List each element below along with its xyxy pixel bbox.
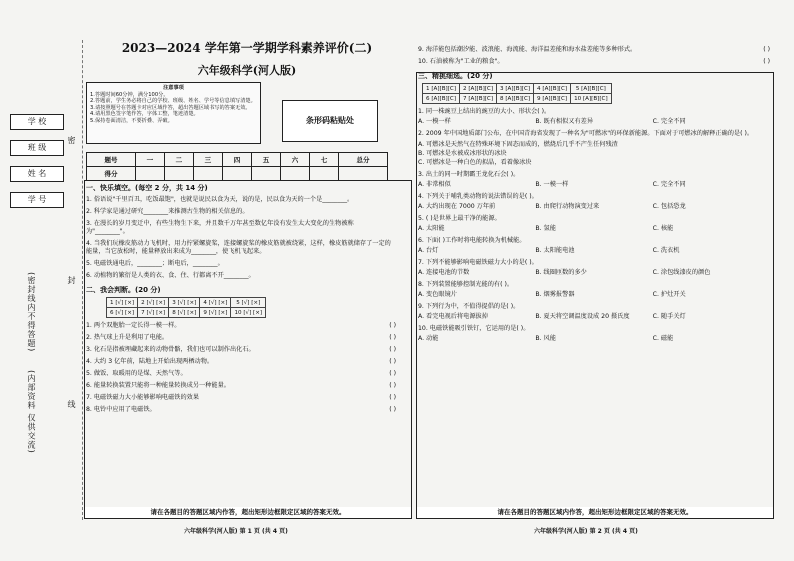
table-row — [87, 153, 388, 167]
choice-option: C. 磁能 — [652, 335, 674, 342]
fill-question: 3. 在漫长的岁月变迁中，有些生物生下来，并且数千万年甚至数亿年没有发生太大变化的生物被称为"________"。 — [86, 220, 354, 235]
judge-question — [418, 58, 770, 66]
notice-line: 4.请用黑色签字笔作答，字体工整，笔迹清楚。 — [90, 111, 199, 118]
choice-question: 7. 下列不能够影响电磁铁磁力大小的是( )。 — [418, 259, 538, 266]
choice-option: B. 烟雾报警器 — [535, 291, 575, 298]
seal-mark-feng: 封 — [67, 276, 76, 285]
section-3-heading: 三、精挑细选。(20 分) — [418, 72, 493, 80]
answer-bubble[interactable]: 7 [√] [×] — [138, 308, 169, 318]
score-header: 六 — [280, 153, 309, 167]
fill-question: 4. 当我们玩橡皮筋动力飞机时，用力拧紧螺旋桨，连接螺旋桨的橡皮筋就被绕紧，这样，橡皮筋就储存了一定的能量，当它放松时，能量释放出来成为________，使飞机飞起来。 — [86, 240, 391, 255]
judge-question — [418, 46, 770, 54]
fill-question: 6. 动植物的繁衍是人类的衣、食、住、行都离不开________。 — [86, 272, 255, 279]
judge-text: 3. 化石是指被埋藏起来的动物骨骼，我们也可以制作出化石。 — [86, 346, 255, 353]
answer-paren: ( ) — [389, 346, 396, 353]
choice-option: A. 非常相似 — [418, 181, 451, 188]
choice-question: 6. 下面( )工作时将电能转换为机械能。 — [418, 237, 526, 244]
score-cell[interactable] — [339, 167, 388, 181]
choice-question: 9. 下列行为中，不值得提倡的是( )。 — [418, 303, 520, 310]
choice-option: B. 既有相似又有差异 — [535, 118, 594, 125]
section-1-heading: 一、快乐填空。(每空 2 分，共 14 分) — [86, 184, 208, 192]
judge-text: 5. 做饭、取暖用的是煤、天然气等。 — [86, 370, 187, 377]
score-header: 三 — [193, 153, 222, 167]
barcode-area: 条形码粘贴处 — [282, 100, 378, 142]
answer-bubble[interactable]: 8 [A][B][C] — [497, 94, 534, 104]
choice-question: 4. 下列关于哺乳类动物的说法错误的是( )。 — [418, 193, 538, 200]
fill-question: 2. 科学家是通过研究________来推测古生物的相关信息的。 — [86, 208, 249, 215]
score-header: 五 — [251, 153, 280, 167]
choice-option: A. 动能 — [418, 335, 439, 342]
notice-line: 1.答题时间60分钟，满分100分。 — [90, 91, 169, 98]
answer-area-frame-left — [84, 180, 412, 508]
score-header: 二 — [164, 153, 193, 167]
score-header: 七 — [309, 153, 338, 167]
answer-paren: ( ) — [389, 322, 396, 329]
choice-option: A. 可燃冰是天然气在特殊环境下固态而成的，燃烧后几乎不产生任何残渣 — [418, 141, 618, 148]
score-cell[interactable] — [280, 167, 309, 181]
answer-bubble[interactable]: 5 [A][B][C] — [571, 84, 612, 94]
choice-option: A. 太阳能 — [418, 225, 445, 232]
answer-area-frame-right — [416, 72, 774, 508]
notice-box — [86, 82, 261, 144]
answer-paren: ( ) — [389, 394, 396, 401]
answer-bubble[interactable]: 2 [A][B][C] — [460, 84, 497, 94]
choice-option: B. 可燃冰是水被成冰形状的冰块 — [418, 150, 507, 157]
answer-paren: ( ) — [389, 334, 396, 341]
table-row — [87, 167, 388, 181]
answer-bubble[interactable]: 4 [√] [×] — [200, 298, 231, 308]
judge-text: 1. 两个双胞胎一定长得一模一样。 — [86, 322, 181, 329]
score-row-label: 得分 — [87, 167, 136, 181]
choice-question: 8. 下列装置能够控制光能的有( )。 — [418, 281, 514, 288]
choice-option: B. 风能 — [535, 335, 556, 342]
score-cell[interactable] — [135, 167, 164, 181]
score-cell[interactable] — [222, 167, 251, 181]
choice-question: 2. 2009 年中国地质部门公布，在中国青海省发现了一种名为"可燃冰"的环保新能源。下面对于可燃冰的解释正确的是( )。 — [418, 130, 754, 137]
answer-bubble[interactable]: 3 [√] [×] — [169, 298, 200, 308]
judge-text: 2. 热气球上升是利用了电能。 — [86, 334, 169, 341]
answer-paren: ( ) — [389, 406, 396, 413]
answer-bubble[interactable]: 1 [A][B][C] — [423, 84, 460, 94]
score-cell[interactable] — [193, 167, 222, 181]
answer-bubble[interactable]: 1 [√] [×] — [107, 298, 138, 308]
answer-bubble[interactable]: 10 [√] [×] — [231, 308, 266, 318]
answer-bubble[interactable]: 10 [A][B][C] — [571, 94, 612, 104]
choice-option: A. 大约出现在 7000 万年前 — [418, 203, 496, 210]
judge-text: 9. 海洋能包括潮汐能、波浪能、海流能、海洋温差能和海水盐差能等多种形式。 — [418, 46, 637, 53]
answer-paren: ( ) — [389, 382, 396, 389]
choice-question: 10. 电磁铁能吸引铁钉，它运用的是( )。 — [418, 325, 530, 332]
exam-title: 2023—2024 学年第一学期学科素养评价(二) — [121, 41, 373, 55]
choice-question: 3. 出土的同一时期霸王龙化石会( )。 — [418, 171, 520, 178]
student-id-label: 学 号 — [10, 192, 64, 208]
score-cell[interactable] — [309, 167, 338, 181]
answer-area-notice-right: 请在各题目的答题区域内作答，超出矩形边框限定区域的答案无效。 — [416, 507, 774, 519]
school-label: 学 校 — [10, 114, 64, 130]
choice-option: B. 线圈匝数的多少 — [535, 269, 587, 276]
answer-paren: ( ) — [389, 358, 396, 365]
score-header: 总分 — [339, 153, 388, 167]
score-header: 一 — [135, 153, 164, 167]
notice-line: 5.保持卷面清洁，不要折叠、弄破。 — [90, 117, 173, 124]
choice-option: B. 太阳能电池 — [535, 247, 575, 254]
judge-text: 6. 能量转换装置只能将一种能量转换成另一种能量。 — [86, 382, 230, 389]
exam-subtitle: 六年级科学(河人版) — [197, 64, 297, 77]
notice-heading: 注意事项 — [163, 85, 184, 91]
answer-bubble[interactable]: 3 [A][B][C] — [497, 84, 534, 94]
score-header: 四 — [222, 153, 251, 167]
seal-mark-xian: 线 — [67, 400, 76, 409]
page-footer-left: 六年级科学(河人版) 第 1 页 (共 4 页) — [184, 528, 288, 535]
answer-bubble[interactable]: 9 [√] [×] — [200, 308, 231, 318]
choice-option: C. 随手关灯 — [652, 313, 686, 320]
choice-option: C. 洗衣机 — [652, 247, 680, 254]
choice-option: C. 涂包线漆皮的颜色 — [652, 269, 711, 276]
answer-area-notice-left: 请在各题目的答题区域内作答，超出矩形边框限定区域的答案无效。 — [84, 507, 412, 519]
answer-bubble[interactable]: 7 [A][B][C] — [460, 94, 497, 104]
judge-text: 4. 大约 3 亿年前，陆地上开始出现两栖动物。 — [86, 358, 214, 365]
judge-text: 10. 石油被称为"工业的粮食"。 — [418, 58, 504, 65]
internal-notice: (内部资料 仅供交流) — [27, 370, 36, 454]
choice-option: C. 护灶开关 — [652, 291, 686, 298]
choice-option: C. 完全不同 — [652, 181, 686, 188]
notice-line: 2.答题前，学生务必将自己的学校、班级、姓名、学号等信息填写清楚。 — [90, 98, 256, 105]
choice-option: B. 夏天将空调温度设成 20 摄氏度 — [535, 313, 630, 320]
choice-option: A. 看完电视后将电源拔掉 — [418, 313, 488, 320]
choice-option: C. 完全不同 — [652, 118, 686, 125]
seal-mark-mi: 密 — [67, 136, 76, 145]
judge-text: 7. 电磁铁磁力大小能够影响电磁铁的效果 — [86, 394, 200, 401]
section-2-heading: 二、我会判断。(20 分) — [86, 286, 161, 294]
score-header: 题号 — [87, 153, 136, 167]
score-cell[interactable] — [164, 167, 193, 181]
answer-bubble[interactable]: 2 [√] [×] — [138, 298, 169, 308]
choice-option: B. 由爬行动物演变过来 — [535, 203, 600, 210]
answer-bubble[interactable]: 9 [A][B][C] — [534, 94, 571, 104]
fill-question: 1. 俗语说"千里百丑，吃饭最饱"，也就是说民以食为天，说的是，民以食为天的一个是________。 — [86, 196, 354, 203]
answer-paren: ( ) — [763, 58, 770, 65]
page-footer-right: 六年级科学(河人版) 第 2 页 (共 4 页) — [534, 528, 638, 535]
choice-option: C. 包括恐龙 — [652, 203, 686, 210]
answer-bubble[interactable]: 6 [√] [×] — [107, 308, 138, 318]
choice-option: A. 一模一样 — [418, 118, 451, 125]
answer-bubble[interactable]: 6 [A][B][C] — [423, 94, 460, 104]
seal-notice: (密封线内不得答题) — [27, 272, 36, 353]
answer-bubble[interactable]: 5 [√] [×] — [231, 298, 266, 308]
class-label: 班 级 — [10, 140, 64, 156]
page-1 — [86, 40, 408, 413]
choice-option: B. 氢能 — [535, 225, 556, 232]
notice-line: 3.请按照题号在答题卡对应区域作答，超出答题区域书写的答案无效。 — [90, 104, 251, 111]
choice-option: A. 连接电池的节数 — [418, 269, 470, 276]
choice-option: B. 一模一样 — [535, 181, 569, 188]
choice-question: 5. ( )是世界上最干净的能源。 — [418, 215, 501, 222]
answer-bubble[interactable]: 4 [A][B][C] — [534, 84, 571, 94]
score-cell[interactable] — [251, 167, 280, 181]
choice-option: C. 核能 — [652, 225, 674, 232]
answer-bubble[interactable]: 8 [√] [×] — [169, 308, 200, 318]
answer-paren: ( ) — [389, 370, 396, 377]
score-table — [86, 152, 388, 181]
answer-paren: ( ) — [763, 46, 770, 53]
binding-strip — [4, 40, 83, 520]
fill-question: 5. 电磁铁通电后，________；断电后，________。 — [86, 260, 224, 267]
choice-option: C. 可燃冰是一种白色的拟晶，看着像冰块 — [418, 159, 532, 166]
choice-option: A. 变色眼镜片 — [418, 291, 457, 298]
judge-text: 8. 电铃中应用了电磁铁。 — [86, 406, 156, 413]
choice-question: 1. 同一株豌豆上结出的豌豆的大小、形状会( )。 — [418, 108, 551, 115]
name-label: 姓 名 — [10, 166, 64, 182]
choice-option: A. 台灯 — [418, 247, 439, 254]
